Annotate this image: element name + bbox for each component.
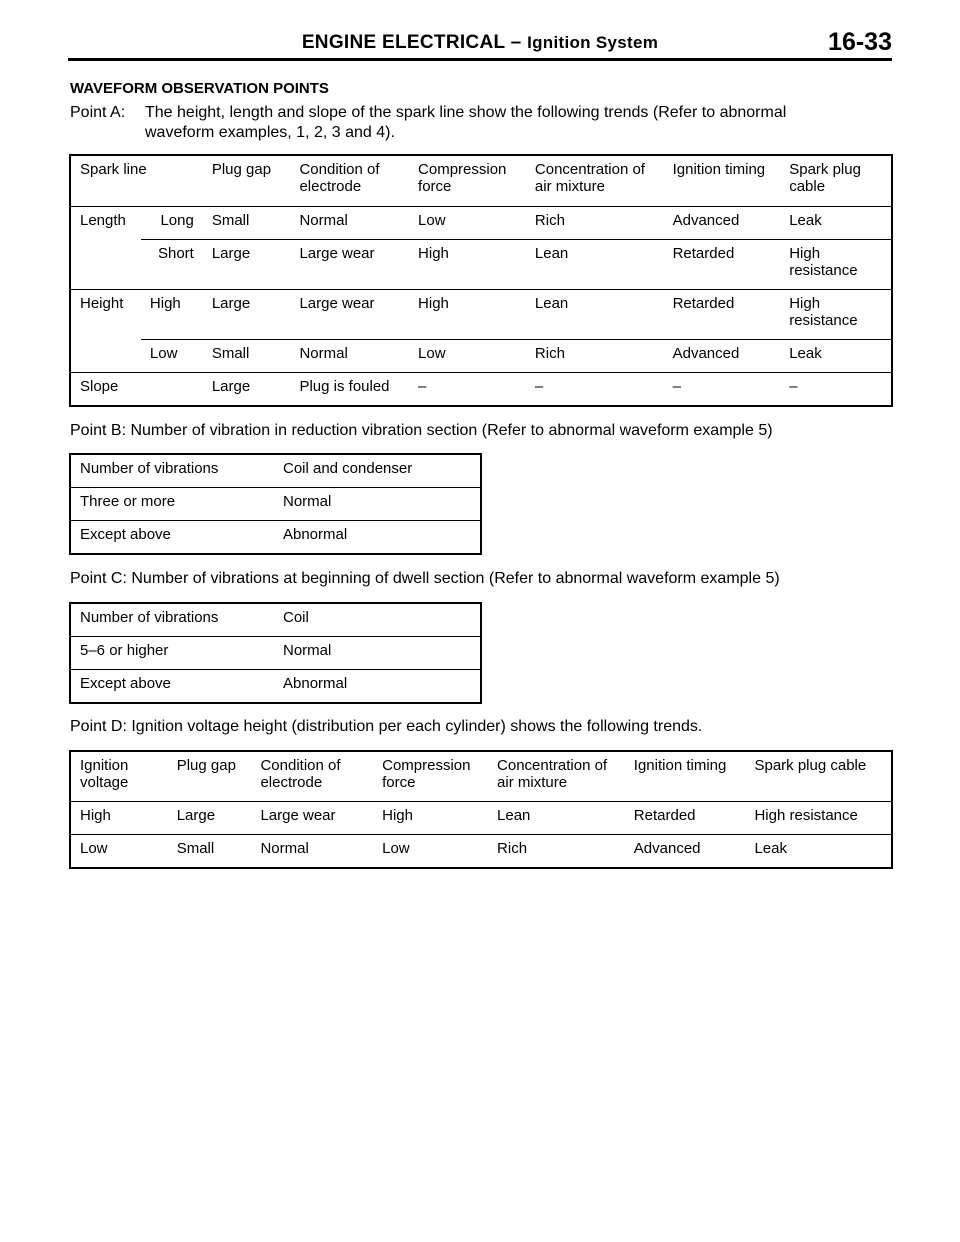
table-cell: High resistance [780, 240, 892, 290]
page-number: 16-33 [828, 28, 892, 56]
ignition-voltage-table [69, 750, 893, 869]
table-cell: Advanced [625, 835, 746, 869]
table-cell: Large wear [290, 240, 409, 290]
table-cell: Plug is fouled [290, 373, 409, 407]
section-heading: WAVEFORM OBSERVATION POINTS [70, 80, 329, 97]
sub-cell: High [141, 290, 203, 340]
table-header-row [70, 751, 892, 802]
sub-cell: Long [141, 207, 203, 240]
table-row [70, 670, 481, 704]
table-cell: Retarded [664, 290, 781, 340]
group-cell: Height [70, 290, 141, 373]
spark-line-table [69, 154, 893, 407]
header-cell: Coil and condenser [274, 454, 481, 488]
header-cell: Compression force [373, 751, 488, 802]
table-cell: Normal [274, 637, 481, 670]
header-cell: Ignition timing [625, 751, 746, 802]
table-cell: – [664, 373, 781, 407]
table-cell: – [780, 373, 892, 407]
header-title [68, 32, 892, 54]
table-cell: Leak [780, 340, 892, 373]
table-cell: Large wear [290, 290, 409, 340]
table-cell: High [409, 290, 526, 340]
point-a-text [70, 103, 892, 143]
table-cell: Lean [526, 240, 664, 290]
table-cell: Retarded [625, 802, 746, 835]
header-cell: Plug gap [168, 751, 252, 802]
table-cell: Normal [290, 340, 409, 373]
header-cell: Number of vibrations [70, 603, 274, 637]
table-cell: Three or more [70, 488, 274, 521]
header-cell: Compression force [409, 155, 526, 207]
table-cell: High resistance [780, 290, 892, 340]
group-cell: Slope [70, 373, 203, 407]
table-cell: Large [168, 802, 252, 835]
table-cell: Normal [274, 488, 481, 521]
point-d-text: Point D: Ignition voltage height (distribution per each cylinder) shows the following trends. [70, 718, 703, 735]
header-cell: Coil [274, 603, 481, 637]
table-cell: Large wear [251, 802, 373, 835]
header-cell: Condition of electrode [290, 155, 409, 207]
sub-cell: Short [141, 240, 203, 290]
header-section: ENGINE ELECTRICAL [301, 32, 506, 53]
table-cell: Retarded [664, 240, 781, 290]
table-cell: Lean [488, 802, 625, 835]
header-cell: Plug gap [203, 155, 291, 207]
header-separator: – [505, 32, 528, 53]
point-a-line1: The height, length and slope of the spark line show the following trends (Refer to abnormal [145, 104, 787, 121]
point-a-label: Point A: [70, 104, 126, 121]
table-cell: High [70, 802, 168, 835]
table-cell: Rich [526, 340, 664, 373]
table-cell: Small [203, 340, 291, 373]
table-cell: Advanced [664, 340, 781, 373]
header-cell: Number of vibrations [70, 454, 274, 488]
table-row [70, 207, 892, 240]
header-cell: Spark plug cable [745, 751, 892, 802]
table-row [70, 835, 892, 869]
table-cell: High [409, 240, 526, 290]
table-cell: High [373, 802, 488, 835]
group-cell: Length [70, 207, 141, 290]
table-cell: Except above [70, 521, 274, 555]
table-row [70, 488, 481, 521]
table-row [70, 802, 892, 835]
table-cell: Except above [70, 670, 274, 704]
table-cell: Abnormal [274, 670, 481, 704]
table-cell: Normal [251, 835, 373, 869]
header-cell: Condition of electrode [251, 751, 373, 802]
table-cell: Small [203, 207, 291, 240]
table-row [70, 290, 892, 340]
point-c-text: Point C: Number of vibrations at beginning of dwell section (Refer to abnormal waveform example 5) [70, 570, 780, 587]
header-cell: Ignition timing [664, 155, 781, 207]
header-cell: Spark plug cable [780, 155, 892, 207]
table-cell: Normal [290, 207, 409, 240]
header-cell: Concentration of air mixture [526, 155, 664, 207]
table-cell: Lean [526, 290, 664, 340]
table-cell: Abnormal [274, 521, 481, 555]
table-cell: 5–6 or higher [70, 637, 274, 670]
table-cell: Low [409, 340, 526, 373]
table-cell: Rich [526, 207, 664, 240]
table-cell: Rich [488, 835, 625, 869]
table-row [70, 521, 481, 555]
page-header [68, 30, 892, 61]
table-cell: Large [203, 240, 291, 290]
table-cell: Large [203, 290, 291, 340]
table-cell: – [526, 373, 664, 407]
table-row [70, 340, 892, 373]
table-cell: Small [168, 835, 252, 869]
table-header-row [70, 155, 892, 207]
table-cell: Advanced [664, 207, 781, 240]
table-cell: Low [409, 207, 526, 240]
table-cell: Leak [745, 835, 892, 869]
table-cell: Low [70, 835, 168, 869]
point-b-table [69, 453, 482, 555]
table-header-row [70, 454, 481, 488]
table-row [70, 373, 892, 407]
table-cell: Leak [780, 207, 892, 240]
point-a-line2: waveform examples, 1, 2, 3 and 4). [145, 124, 395, 141]
table-cell: Large [203, 373, 291, 407]
header-cell: Concentration of air mixture [488, 751, 625, 802]
table-cell: Low [373, 835, 488, 869]
point-b-text: Point B: Number of vibration in reduction vibration section (Refer to abnormal waveform example 5) [70, 422, 773, 439]
table-header-row [70, 603, 481, 637]
header-cell: Ignition voltage [70, 751, 168, 802]
header-cell: Spark line [70, 155, 203, 207]
header-subtitle: Ignition System [527, 33, 659, 52]
table-row [70, 637, 481, 670]
point-c-table [69, 602, 482, 704]
sub-cell: Low [141, 340, 203, 373]
table-cell: High resistance [745, 802, 892, 835]
table-cell: – [409, 373, 526, 407]
table-row [70, 240, 892, 290]
